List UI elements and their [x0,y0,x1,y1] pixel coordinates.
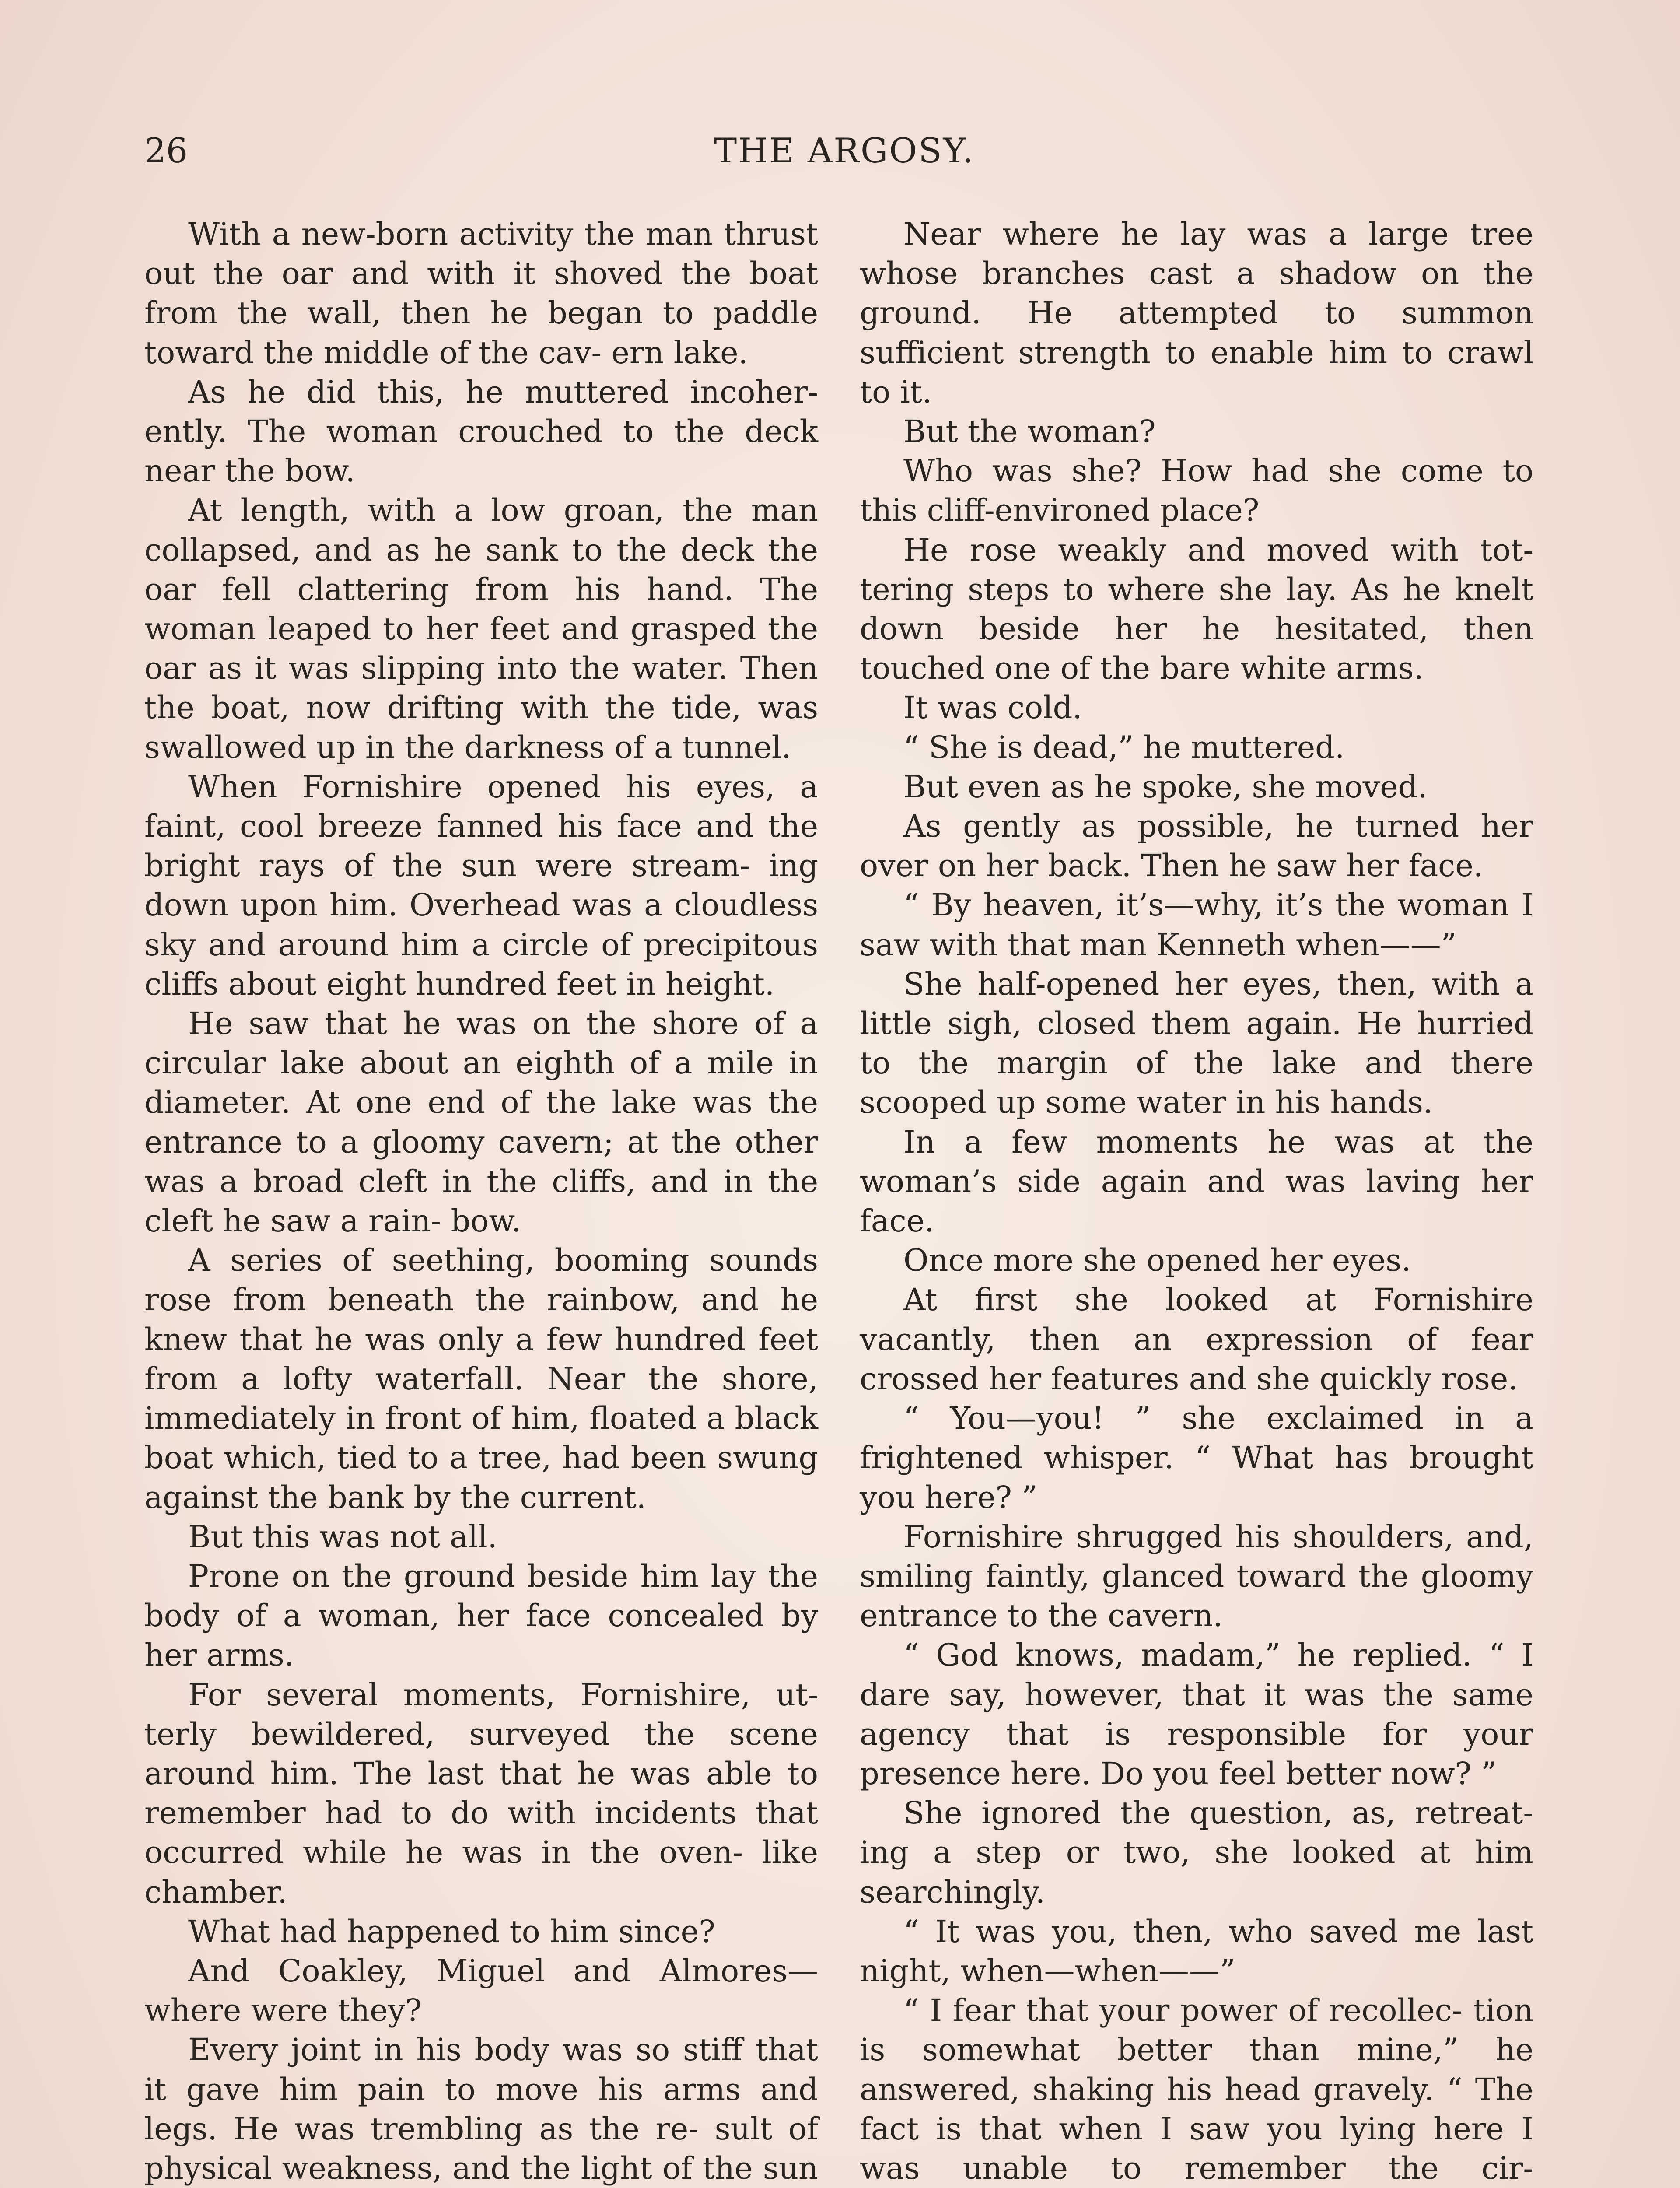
paragraph: Prone on the ground beside him lay the body of a woman, her face concealed by her arms. [144,1558,818,1673]
paragraph: For several moments, Fornishire, ut- terly bewildered, surveyed the scene around him. The last that he was able to remember had to do with incidents that occurred while he was in the oven- like chamber. [144,1676,818,1910]
paragraph: He rose weakly and moved with tot- tering steps to where she lay. As he knelt down beside her he hesitated, then touched one of the bare white arms. [860,532,1533,687]
page-number: 26 [144,131,188,171]
paragraph: But even as he spoke, she moved. [903,768,1428,805]
paragraph: And Coakley, Miguel and Almores— where were they? [144,1953,818,2029]
paragraph: “ God knows, madam,” he replied. “ I dare say, however, that it was the same agency that is responsible for your presence here. Do you feel better now? ” [860,1637,1533,1792]
paragraph: But this was not all. [188,1518,497,1555]
page-header [144,131,1544,184]
paragraph: It was cold. [903,690,1082,726]
paragraph: Who was she? How had she come to this cliff-environed place? [860,453,1533,529]
paragraph: In a few moments he was at the woman’s side again and was laving her face. [860,1124,1533,1239]
paragraph: She ignored the question, as, retreat- ing a step or two, she looked at him searchingly. [860,1795,1533,1910]
paragraph: At first she looked at Fornishire vacantly, then an expression of fear crossed her features and she quickly rose. [860,1282,1533,1397]
paragraph: When Fornishire opened his eyes, a faint, cool breeze fanned his face and the bright rays of the sun were stream- ing down upon him. Overhead was a cloudless sky and around him a circle of precipitous cliffs about eight hundred feet in height. [144,768,818,1002]
paragraph: What had happened to him since? [188,1913,715,1950]
running-title: THE ARGOSY. [714,131,975,171]
paragraph: Once more she opened her eyes. [903,1242,1411,1279]
paragraph: Near where he lay was a large tree whose branches cast a shadow on the ground. He attempted to summon sufficient strength to enable him to crawl to it. [860,216,1533,410]
paragraph: But the woman? [903,414,1156,450]
paragraph: “ It was you, then, who saved me last night, when—when——” [860,1913,1533,1989]
paragraph: He saw that he was on the shore of a circular lake about an eighth of a mile in diameter. At one end of the lake was the entrance to a gloomy cavern; at the other was a broad cleft in the cliffs, and in the cleft he saw a rain- bow. [144,1006,818,1239]
left-column [144,214,818,2188]
paragraph: “ By heaven, it’s—why, it’s the woman I saw with that man Kenneth when——” [860,887,1533,963]
paragraph: “ I fear that your power of recollec- tion is somewhat better than mine,” he answered, shaking his head gravely. “ The fact is that when I saw you lying here I was unable to remember the cir- [860,1992,1533,2186]
paragraph: She half-opened her eyes, then, with a little sigh, closed them again. He hurried to the margin of the lake and there scooped up some water in his hands. [860,966,1533,1121]
paragraph: With a new-born activity the man thrust out the oar and with it shoved the boat from the wall, then he began to paddle toward the middle of the cav- ern lake. [144,216,818,371]
paragraph: As gently as possible, he turned her over on her back. Then he saw her face. [860,808,1533,884]
paragraph: As he did this, he muttered incoher- ently. The woman crouched to the deck near the bow. [144,374,818,489]
right-column [860,214,1533,2188]
paragraph: A series of seething, booming sounds rose from beneath the rainbow, and he knew that he was only a few hundred feet from a lofty waterfall. Near the shore, immediately in front of him, floated a black boat which, tied to a tree, had been swung against the bank by the current. [144,1242,818,1515]
paragraph: “ You—you! ” she exclaimed in a frightened whisper. “ What has brought you here? ” [860,1400,1533,1515]
paragraph: Every joint in his body was so stiff that it gave him pain to move his arms and legs. He was trembling as the re- sult of physical weakness, and the light of the sun [144,2032,818,2186]
paragraph: At length, with a low groan, the man collapsed, and as he sank to the deck the oar fell clattering from his hand. The woman leaped to her feet and grasped the oar as it was slipping into the water. Then the boat, now drifting with the tide, was swallowed up in the darkness of a tunnel. [144,492,818,765]
paragraph: Fornishire shrugged his shoulders, and, smiling faintly, glanced toward the gloomy entrance to the cavern. [860,1518,1533,1634]
paragraph: “ She is dead,” he muttered. [903,729,1345,765]
